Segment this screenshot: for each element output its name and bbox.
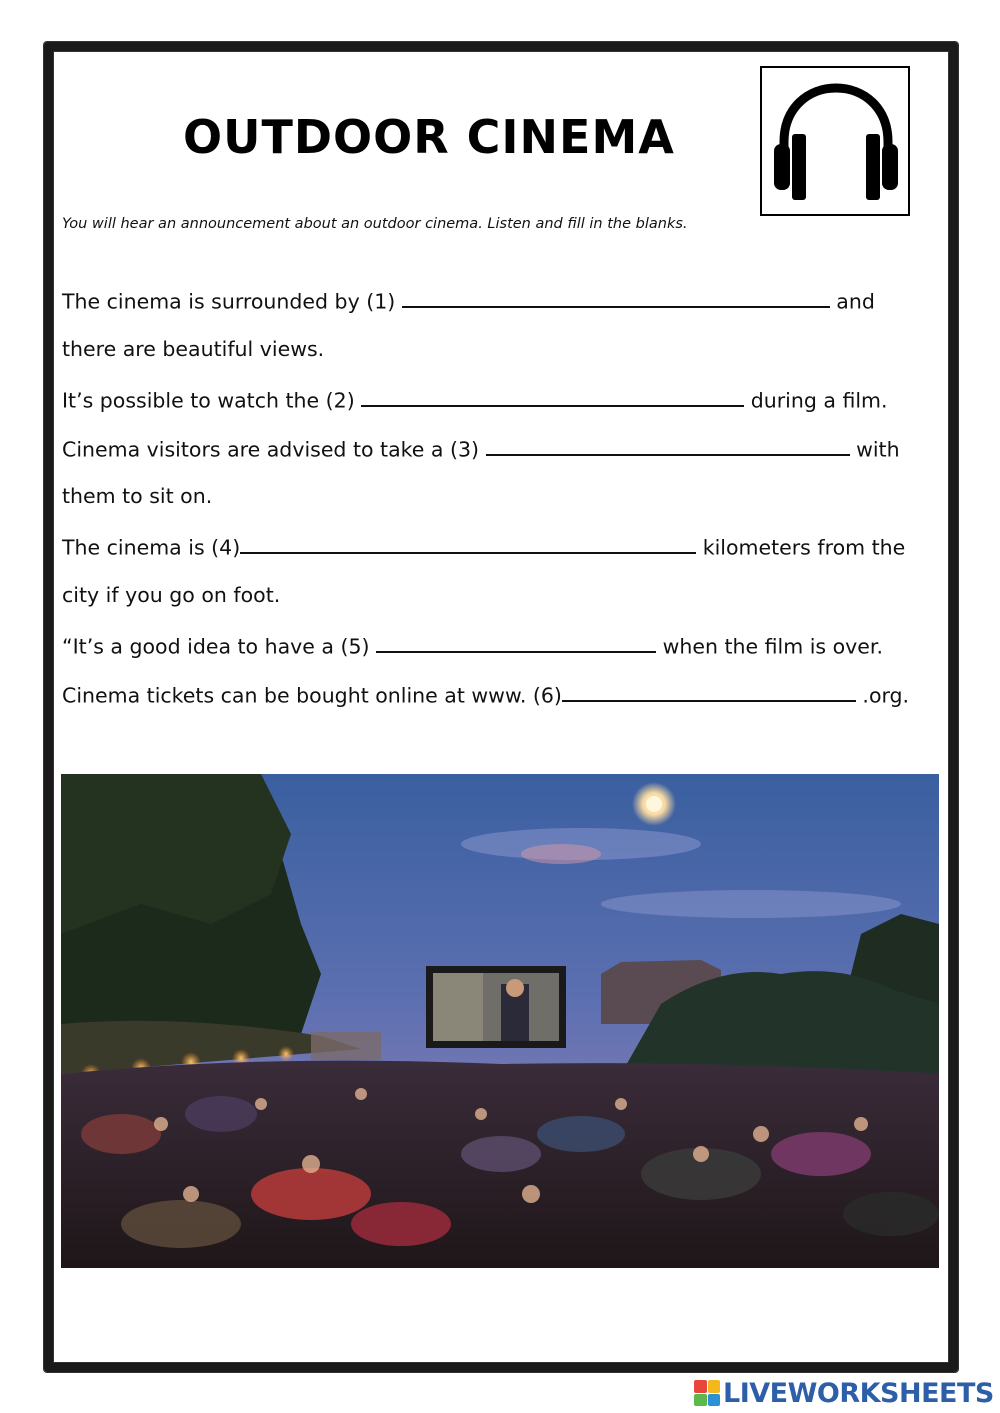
headphones-icon (770, 78, 902, 206)
question-3-line (62, 435, 900, 461)
question-6-text: Cinema tickets can be bought online at www. (6) (62, 683, 562, 708)
outdoor-cinema-photo (61, 774, 939, 1268)
question-6-text-end: .org. (855, 683, 910, 708)
question-3-text-end: with (849, 437, 900, 462)
answer-blank-1[interactable] (402, 287, 830, 308)
answer-blank-4[interactable] (240, 533, 696, 554)
liveworksheets-logo-icon (694, 1380, 720, 1406)
question-2-line (62, 386, 888, 412)
question-4-line (62, 533, 905, 559)
question-5-text-end: when the film is over. (656, 634, 883, 659)
question-3-text: Cinema visitors are advised to take a (3) (62, 437, 486, 462)
answer-blank-3[interactable] (486, 435, 850, 456)
question-4-text: The cinema is (4) (62, 535, 241, 560)
question-4-continuation: city if you go on foot. (62, 583, 281, 607)
question-2-text: It’s possible to watch the (2) (62, 388, 362, 413)
question-3-continuation: them to sit on. (62, 484, 213, 508)
answer-blank-6[interactable] (562, 681, 856, 702)
worksheet-title: OUTDOOR CINEMA (183, 110, 675, 164)
question-6-line (62, 681, 909, 707)
question-5-line (62, 632, 883, 658)
question-1-text: The cinema is surrounded by (1) (62, 289, 402, 314)
question-1-continuation: there are beautiful views. (62, 337, 325, 361)
headphones-icon-box (760, 66, 910, 216)
answer-blank-5[interactable] (376, 632, 656, 653)
question-1-line (62, 287, 875, 313)
question-4-text-end: kilometers from the (696, 535, 906, 560)
question-5-text: “It’s a good idea to have a (5) (62, 634, 377, 659)
instructions-text: You will hear an announcement about an outdoor cinema. Listen and fill in the blanks. (62, 216, 688, 232)
question-2-text-end: during a film. (744, 388, 888, 413)
question-1-text-end: and (829, 289, 875, 314)
answer-blank-2[interactable] (361, 386, 744, 407)
liveworksheets-wordmark: LIVEWORKSHEETS (723, 1377, 994, 1409)
liveworksheets-brand (694, 1378, 994, 1408)
